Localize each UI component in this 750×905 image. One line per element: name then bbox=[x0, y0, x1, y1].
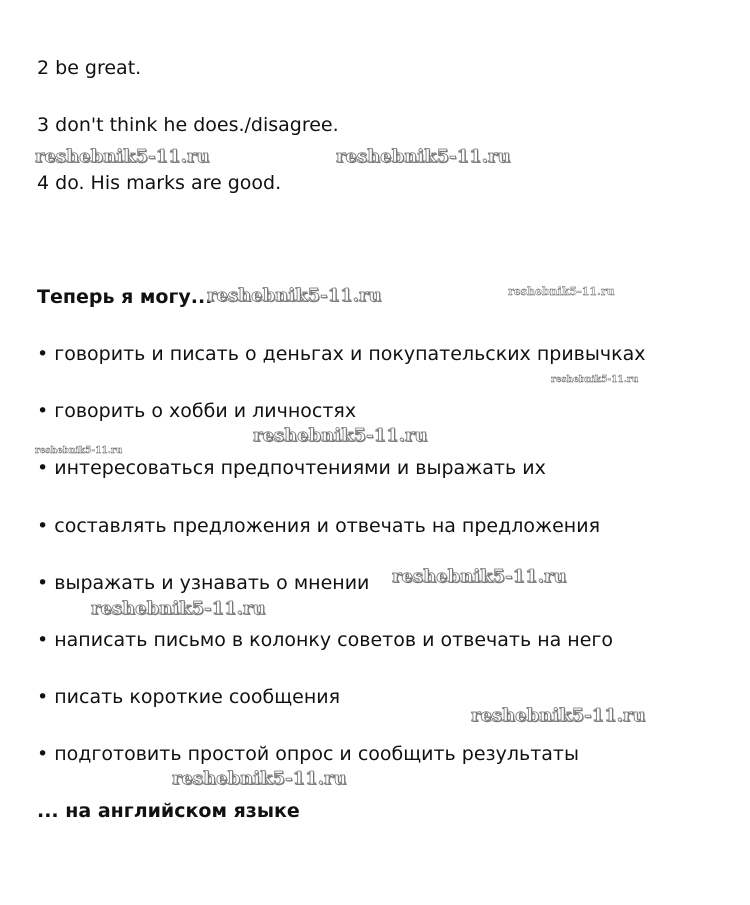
answer-2: 2 be great. bbox=[37, 57, 142, 79]
bullet-item: • писать короткие сообщения bbox=[37, 686, 341, 708]
bullet-item: • написать письмо в колонку советов и отвечать на него bbox=[37, 629, 614, 651]
bullet-item: • говорить о хобби и личностях bbox=[37, 400, 357, 422]
watermark: reshebnik5-11.ru bbox=[207, 285, 382, 306]
watermark: reshebnik5-11.ru bbox=[508, 285, 615, 298]
watermark: reshebnik5-11.ru bbox=[392, 566, 567, 587]
watermark: reshebnik5-11.ru bbox=[551, 375, 639, 385]
bullet-item: • составлять предложения и отвечать на предложения bbox=[37, 515, 601, 537]
bullet-item: • подготовить простой опрос и сообщить результаты bbox=[37, 743, 580, 765]
watermark: reshebnik5-11.ru bbox=[91, 598, 266, 619]
watermark: reshebnik5-11.ru bbox=[253, 425, 428, 446]
watermark: reshebnik5-11.ru bbox=[35, 446, 123, 456]
footer-note: ... на английском языке bbox=[37, 800, 300, 822]
answer-3: 3 don't think he does./disagree. bbox=[37, 114, 339, 136]
watermark: reshebnik5-11.ru bbox=[336, 146, 511, 167]
bullet-item: • говорить и писать о деньгах и покупательских привычках bbox=[37, 343, 646, 365]
bullet-item: • интересоваться предпочтениями и выражать их bbox=[37, 457, 546, 479]
bullet-item: • выражать и узнавать о мнении bbox=[37, 572, 370, 594]
watermark: reshebnik5-11.ru bbox=[172, 768, 347, 789]
watermark: reshebnik5-11.ru bbox=[35, 146, 210, 167]
section-heading: Теперь я могу... bbox=[37, 286, 213, 308]
answer-4: 4 do. His marks are good. bbox=[37, 172, 282, 194]
watermark: reshebnik5-11.ru bbox=[471, 705, 646, 726]
